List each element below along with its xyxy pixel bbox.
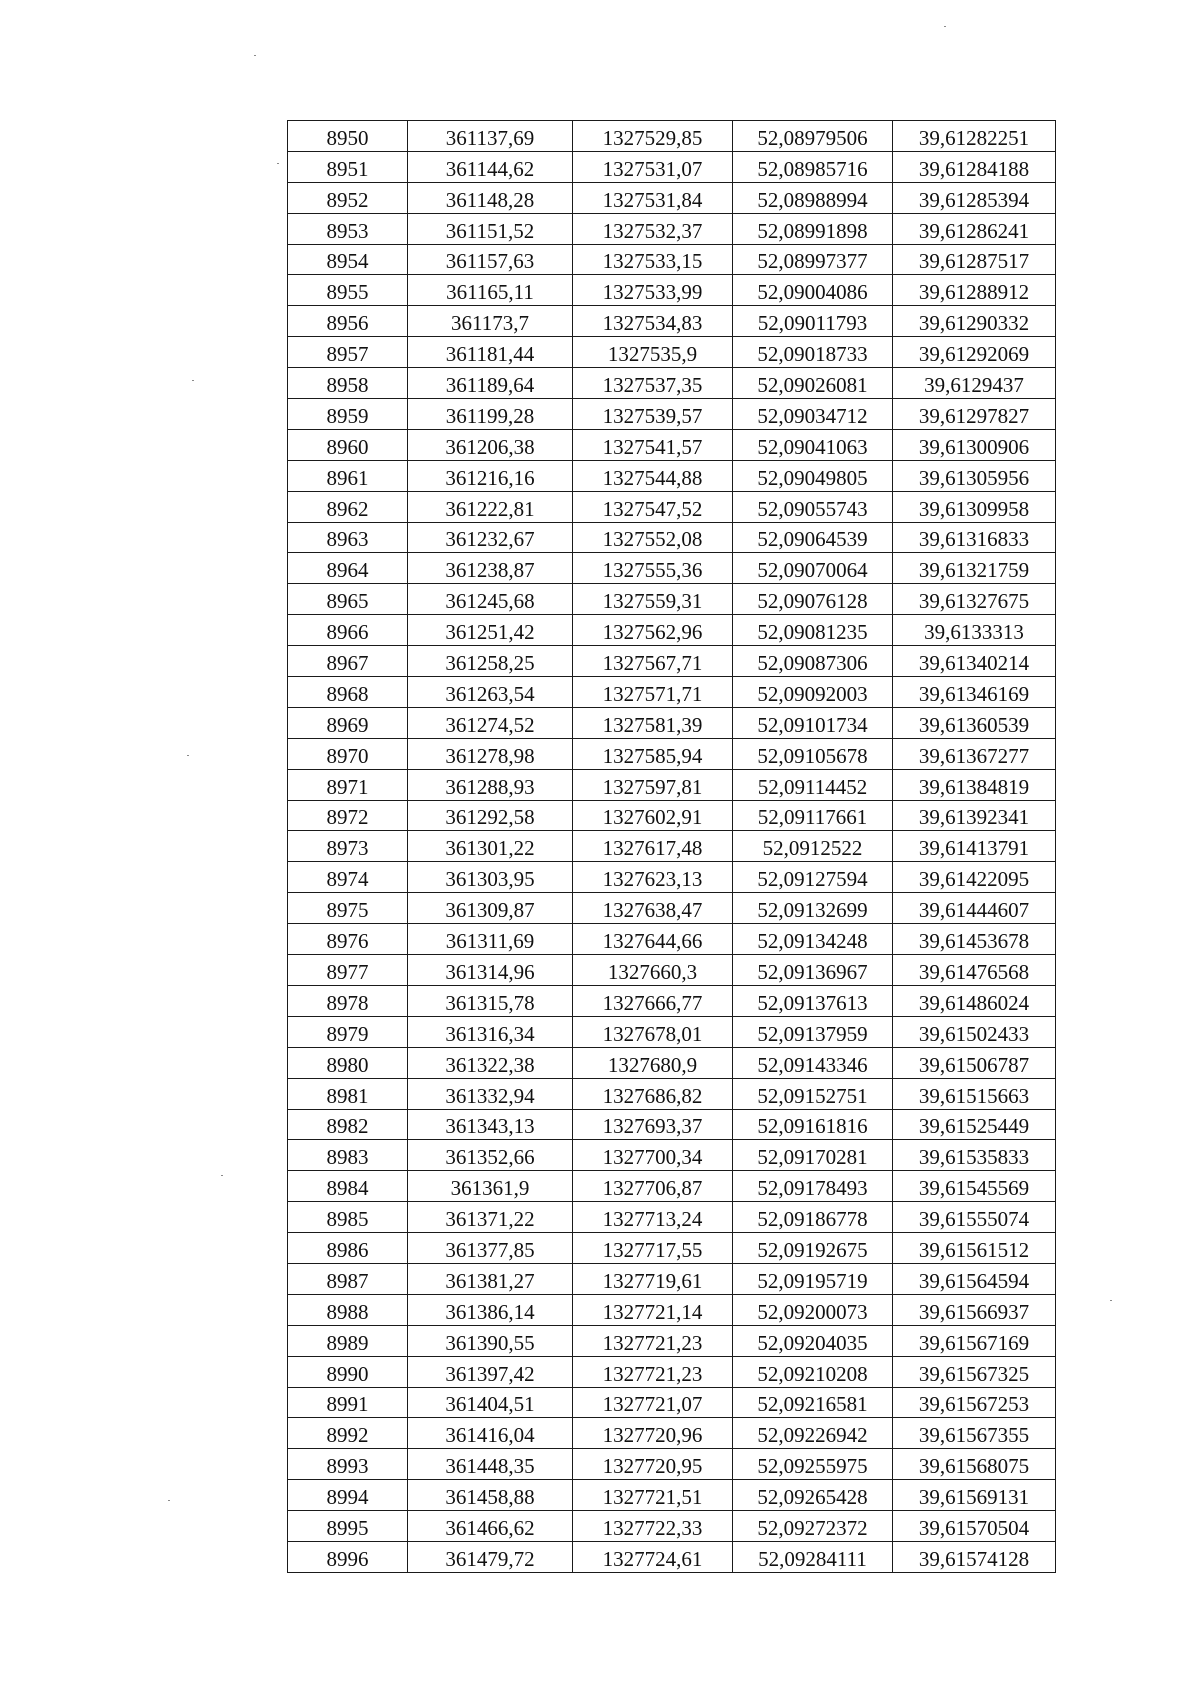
scan-speck bbox=[277, 163, 279, 164]
x-coordinate-cell: 361322,38 bbox=[408, 1047, 573, 1078]
x-coordinate-cell: 361137,69 bbox=[408, 121, 573, 152]
table-row bbox=[288, 182, 1056, 213]
point-number-cell: 8969 bbox=[288, 707, 408, 738]
latitude-cell: 52,09070064 bbox=[733, 553, 893, 584]
table-row bbox=[288, 738, 1056, 769]
longitude-cell: 39,61476568 bbox=[893, 955, 1056, 986]
longitude-cell: 39,61502433 bbox=[893, 1016, 1056, 1047]
scan-speck bbox=[944, 26, 946, 27]
y-coordinate-cell: 1327721,23 bbox=[573, 1356, 733, 1387]
point-number-cell: 8971 bbox=[288, 769, 408, 800]
table-row bbox=[288, 399, 1056, 430]
x-coordinate-cell: 361222,81 bbox=[408, 491, 573, 522]
longitude-cell: 39,61367277 bbox=[893, 738, 1056, 769]
latitude-cell: 52,09284111 bbox=[733, 1541, 893, 1572]
latitude-cell: 52,09134248 bbox=[733, 924, 893, 955]
latitude-cell: 52,09117661 bbox=[733, 800, 893, 831]
point-number-cell: 8976 bbox=[288, 924, 408, 955]
point-number-cell: 8965 bbox=[288, 584, 408, 615]
longitude-cell: 39,61300906 bbox=[893, 429, 1056, 460]
y-coordinate-cell: 1327559,31 bbox=[573, 584, 733, 615]
x-coordinate-cell: 361151,52 bbox=[408, 213, 573, 244]
x-coordinate-cell: 361144,62 bbox=[408, 151, 573, 182]
y-coordinate-cell: 1327700,34 bbox=[573, 1140, 733, 1171]
x-coordinate-cell: 361165,11 bbox=[408, 275, 573, 306]
table-row bbox=[288, 924, 1056, 955]
y-coordinate-cell: 1327581,39 bbox=[573, 707, 733, 738]
x-coordinate-cell: 361301,22 bbox=[408, 831, 573, 862]
longitude-cell: 39,61285394 bbox=[893, 182, 1056, 213]
table-row bbox=[288, 584, 1056, 615]
y-coordinate-cell: 1327597,81 bbox=[573, 769, 733, 800]
point-number-cell: 8993 bbox=[288, 1449, 408, 1480]
table-row bbox=[288, 1171, 1056, 1202]
latitude-cell: 52,09192675 bbox=[733, 1233, 893, 1264]
table-row bbox=[288, 429, 1056, 460]
point-number-cell: 8980 bbox=[288, 1047, 408, 1078]
longitude-cell: 39,61567355 bbox=[893, 1418, 1056, 1449]
longitude-cell: 39,61292069 bbox=[893, 337, 1056, 368]
point-number-cell: 8987 bbox=[288, 1263, 408, 1294]
point-number-cell: 8950 bbox=[288, 121, 408, 152]
x-coordinate-cell: 361216,16 bbox=[408, 460, 573, 491]
table-row bbox=[288, 1233, 1056, 1264]
x-coordinate-cell: 361332,94 bbox=[408, 1078, 573, 1109]
x-coordinate-cell: 361479,72 bbox=[408, 1541, 573, 1572]
x-coordinate-cell: 361315,78 bbox=[408, 985, 573, 1016]
table-row bbox=[288, 491, 1056, 522]
latitude-cell: 52,08991898 bbox=[733, 213, 893, 244]
table-row bbox=[288, 985, 1056, 1016]
longitude-cell: 39,61564594 bbox=[893, 1263, 1056, 1294]
x-coordinate-cell: 361458,88 bbox=[408, 1480, 573, 1511]
x-coordinate-cell: 361199,28 bbox=[408, 399, 573, 430]
latitude-cell: 52,09004086 bbox=[733, 275, 893, 306]
longitude-cell: 39,61327675 bbox=[893, 584, 1056, 615]
table-row bbox=[288, 522, 1056, 553]
latitude-cell: 52,09105678 bbox=[733, 738, 893, 769]
x-coordinate-cell: 361309,87 bbox=[408, 893, 573, 924]
scan-speck bbox=[221, 1175, 223, 1176]
longitude-cell: 39,61384819 bbox=[893, 769, 1056, 800]
table-row bbox=[288, 893, 1056, 924]
y-coordinate-cell: 1327535,9 bbox=[573, 337, 733, 368]
longitude-cell: 39,61287517 bbox=[893, 244, 1056, 275]
longitude-cell: 39,61444607 bbox=[893, 893, 1056, 924]
y-coordinate-cell: 1327638,47 bbox=[573, 893, 733, 924]
point-number-cell: 8964 bbox=[288, 553, 408, 584]
longitude-cell: 39,61535833 bbox=[893, 1140, 1056, 1171]
x-coordinate-cell: 361466,62 bbox=[408, 1511, 573, 1542]
y-coordinate-cell: 1327693,37 bbox=[573, 1109, 733, 1140]
y-coordinate-cell: 1327686,82 bbox=[573, 1078, 733, 1109]
y-coordinate-cell: 1327721,14 bbox=[573, 1294, 733, 1325]
table-row bbox=[288, 1418, 1056, 1449]
longitude-cell: 39,61567325 bbox=[893, 1356, 1056, 1387]
point-number-cell: 8963 bbox=[288, 522, 408, 553]
point-number-cell: 8962 bbox=[288, 491, 408, 522]
table-row bbox=[288, 553, 1056, 584]
longitude-cell: 39,61290332 bbox=[893, 306, 1056, 337]
table-row bbox=[288, 1325, 1056, 1356]
longitude-cell: 39,61570504 bbox=[893, 1511, 1056, 1542]
x-coordinate-cell: 361263,54 bbox=[408, 677, 573, 708]
latitude-cell: 52,09137613 bbox=[733, 985, 893, 1016]
table-row bbox=[288, 121, 1056, 152]
scan-speck bbox=[168, 1500, 170, 1501]
latitude-cell: 52,09114452 bbox=[733, 769, 893, 800]
y-coordinate-cell: 1327720,96 bbox=[573, 1418, 733, 1449]
x-coordinate-cell: 361397,42 bbox=[408, 1356, 573, 1387]
x-coordinate-cell: 361258,25 bbox=[408, 646, 573, 677]
x-coordinate-cell: 361157,63 bbox=[408, 244, 573, 275]
latitude-cell: 52,09170281 bbox=[733, 1140, 893, 1171]
point-number-cell: 8991 bbox=[288, 1387, 408, 1418]
longitude-cell: 39,61567169 bbox=[893, 1325, 1056, 1356]
x-coordinate-cell: 361390,55 bbox=[408, 1325, 573, 1356]
y-coordinate-cell: 1327719,61 bbox=[573, 1263, 733, 1294]
longitude-cell: 39,61506787 bbox=[893, 1047, 1056, 1078]
y-coordinate-cell: 1327555,36 bbox=[573, 553, 733, 584]
longitude-cell: 39,61561512 bbox=[893, 1233, 1056, 1264]
table-row bbox=[288, 646, 1056, 677]
longitude-cell: 39,61297827 bbox=[893, 399, 1056, 430]
y-coordinate-cell: 1327547,52 bbox=[573, 491, 733, 522]
longitude-cell: 39,61282251 bbox=[893, 121, 1056, 152]
latitude-cell: 52,09186778 bbox=[733, 1202, 893, 1233]
table-row bbox=[288, 151, 1056, 182]
table-row bbox=[288, 615, 1056, 646]
y-coordinate-cell: 1327720,95 bbox=[573, 1449, 733, 1480]
longitude-cell: 39,61555074 bbox=[893, 1202, 1056, 1233]
longitude-cell: 39,61525449 bbox=[893, 1109, 1056, 1140]
y-coordinate-cell: 1327541,57 bbox=[573, 429, 733, 460]
table-row bbox=[288, 1294, 1056, 1325]
point-number-cell: 8979 bbox=[288, 1016, 408, 1047]
point-number-cell: 8952 bbox=[288, 182, 408, 213]
y-coordinate-cell: 1327678,01 bbox=[573, 1016, 733, 1047]
table-row bbox=[288, 244, 1056, 275]
longitude-cell: 39,61286241 bbox=[893, 213, 1056, 244]
table-row bbox=[288, 707, 1056, 738]
longitude-cell: 39,61309958 bbox=[893, 491, 1056, 522]
point-number-cell: 8956 bbox=[288, 306, 408, 337]
table-row bbox=[288, 1202, 1056, 1233]
latitude-cell: 52,08997377 bbox=[733, 244, 893, 275]
latitude-cell: 52,09272372 bbox=[733, 1511, 893, 1542]
point-number-cell: 8983 bbox=[288, 1140, 408, 1171]
table-row bbox=[288, 1480, 1056, 1511]
y-coordinate-cell: 1327722,33 bbox=[573, 1511, 733, 1542]
point-number-cell: 8961 bbox=[288, 460, 408, 491]
table-row bbox=[288, 337, 1056, 368]
table-row bbox=[288, 769, 1056, 800]
latitude-cell: 52,09018733 bbox=[733, 337, 893, 368]
longitude-cell: 39,61321759 bbox=[893, 553, 1056, 584]
longitude-cell: 39,61316833 bbox=[893, 522, 1056, 553]
point-number-cell: 8957 bbox=[288, 337, 408, 368]
latitude-cell: 52,0912522 bbox=[733, 831, 893, 862]
y-coordinate-cell: 1327534,83 bbox=[573, 306, 733, 337]
y-coordinate-cell: 1327552,08 bbox=[573, 522, 733, 553]
longitude-cell: 39,61305956 bbox=[893, 460, 1056, 491]
latitude-cell: 52,08985716 bbox=[733, 151, 893, 182]
y-coordinate-cell: 1327533,99 bbox=[573, 275, 733, 306]
longitude-cell: 39,61288912 bbox=[893, 275, 1056, 306]
longitude-cell: 39,61284188 bbox=[893, 151, 1056, 182]
x-coordinate-cell: 361448,35 bbox=[408, 1449, 573, 1480]
point-number-cell: 8955 bbox=[288, 275, 408, 306]
point-number-cell: 8985 bbox=[288, 1202, 408, 1233]
longitude-cell: 39,61360539 bbox=[893, 707, 1056, 738]
latitude-cell: 52,09049805 bbox=[733, 460, 893, 491]
y-coordinate-cell: 1327567,71 bbox=[573, 646, 733, 677]
point-number-cell: 8978 bbox=[288, 985, 408, 1016]
x-coordinate-cell: 361278,98 bbox=[408, 738, 573, 769]
y-coordinate-cell: 1327660,3 bbox=[573, 955, 733, 986]
y-coordinate-cell: 1327666,77 bbox=[573, 985, 733, 1016]
table-row bbox=[288, 1356, 1056, 1387]
table-row bbox=[288, 306, 1056, 337]
latitude-cell: 52,09011793 bbox=[733, 306, 893, 337]
point-number-cell: 8973 bbox=[288, 831, 408, 862]
longitude-cell: 39,61392341 bbox=[893, 800, 1056, 831]
longitude-cell: 39,61545569 bbox=[893, 1171, 1056, 1202]
table-row bbox=[288, 275, 1056, 306]
latitude-cell: 52,09092003 bbox=[733, 677, 893, 708]
latitude-cell: 52,08979506 bbox=[733, 121, 893, 152]
y-coordinate-cell: 1327602,91 bbox=[573, 800, 733, 831]
latitude-cell: 52,09137959 bbox=[733, 1016, 893, 1047]
table-row bbox=[288, 1016, 1056, 1047]
point-number-cell: 8951 bbox=[288, 151, 408, 182]
latitude-cell: 52,09204035 bbox=[733, 1325, 893, 1356]
longitude-cell: 39,6133313 bbox=[893, 615, 1056, 646]
y-coordinate-cell: 1327721,07 bbox=[573, 1387, 733, 1418]
latitude-cell: 52,09041063 bbox=[733, 429, 893, 460]
point-number-cell: 8959 bbox=[288, 399, 408, 430]
y-coordinate-cell: 1327533,15 bbox=[573, 244, 733, 275]
latitude-cell: 52,09226942 bbox=[733, 1418, 893, 1449]
longitude-cell: 39,61422095 bbox=[893, 862, 1056, 893]
x-coordinate-cell: 361352,66 bbox=[408, 1140, 573, 1171]
latitude-cell: 52,09064539 bbox=[733, 522, 893, 553]
x-coordinate-cell: 361416,04 bbox=[408, 1418, 573, 1449]
latitude-cell: 52,09136967 bbox=[733, 955, 893, 986]
longitude-cell: 39,61566937 bbox=[893, 1294, 1056, 1325]
x-coordinate-cell: 361206,38 bbox=[408, 429, 573, 460]
y-coordinate-cell: 1327713,24 bbox=[573, 1202, 733, 1233]
table-row bbox=[288, 1078, 1056, 1109]
table-row bbox=[288, 677, 1056, 708]
point-number-cell: 8995 bbox=[288, 1511, 408, 1542]
x-coordinate-cell: 361386,14 bbox=[408, 1294, 573, 1325]
point-number-cell: 8990 bbox=[288, 1356, 408, 1387]
y-coordinate-cell: 1327537,35 bbox=[573, 368, 733, 399]
longitude-cell: 39,6129437 bbox=[893, 368, 1056, 399]
latitude-cell: 52,09143346 bbox=[733, 1047, 893, 1078]
latitude-cell: 52,09101734 bbox=[733, 707, 893, 738]
latitude-cell: 52,09055743 bbox=[733, 491, 893, 522]
x-coordinate-cell: 361311,69 bbox=[408, 924, 573, 955]
x-coordinate-cell: 361238,87 bbox=[408, 553, 573, 584]
x-coordinate-cell: 361404,51 bbox=[408, 1387, 573, 1418]
longitude-cell: 39,61569131 bbox=[893, 1480, 1056, 1511]
scan-speck bbox=[1110, 1300, 1112, 1301]
y-coordinate-cell: 1327721,51 bbox=[573, 1480, 733, 1511]
y-coordinate-cell: 1327623,13 bbox=[573, 862, 733, 893]
x-coordinate-cell: 361245,68 bbox=[408, 584, 573, 615]
point-number-cell: 8970 bbox=[288, 738, 408, 769]
scan-speck bbox=[254, 55, 256, 56]
latitude-cell: 52,09265428 bbox=[733, 1480, 893, 1511]
point-number-cell: 8977 bbox=[288, 955, 408, 986]
table-row bbox=[288, 1387, 1056, 1418]
latitude-cell: 52,08988994 bbox=[733, 182, 893, 213]
point-number-cell: 8972 bbox=[288, 800, 408, 831]
longitude-cell: 39,61574128 bbox=[893, 1541, 1056, 1572]
x-coordinate-cell: 361314,96 bbox=[408, 955, 573, 986]
table-row bbox=[288, 1449, 1056, 1480]
latitude-cell: 52,09255975 bbox=[733, 1449, 893, 1480]
x-coordinate-cell: 361292,58 bbox=[408, 800, 573, 831]
y-coordinate-cell: 1327644,66 bbox=[573, 924, 733, 955]
x-coordinate-cell: 361173,7 bbox=[408, 306, 573, 337]
y-coordinate-cell: 1327585,94 bbox=[573, 738, 733, 769]
latitude-cell: 52,09132699 bbox=[733, 893, 893, 924]
table-row bbox=[288, 1047, 1056, 1078]
point-number-cell: 8966 bbox=[288, 615, 408, 646]
x-coordinate-cell: 361361,9 bbox=[408, 1171, 573, 1202]
latitude-cell: 52,09127594 bbox=[733, 862, 893, 893]
point-number-cell: 8986 bbox=[288, 1233, 408, 1264]
table-row bbox=[288, 955, 1056, 986]
coordinate-table bbox=[287, 120, 1056, 1573]
latitude-cell: 52,09081235 bbox=[733, 615, 893, 646]
y-coordinate-cell: 1327562,96 bbox=[573, 615, 733, 646]
table-row bbox=[288, 800, 1056, 831]
x-coordinate-cell: 361251,42 bbox=[408, 615, 573, 646]
y-coordinate-cell: 1327531,84 bbox=[573, 182, 733, 213]
latitude-cell: 52,09210208 bbox=[733, 1356, 893, 1387]
point-number-cell: 8996 bbox=[288, 1541, 408, 1572]
scan-speck bbox=[192, 380, 194, 381]
latitude-cell: 52,09076128 bbox=[733, 584, 893, 615]
y-coordinate-cell: 1327539,57 bbox=[573, 399, 733, 430]
x-coordinate-cell: 361343,13 bbox=[408, 1109, 573, 1140]
point-number-cell: 8989 bbox=[288, 1325, 408, 1356]
x-coordinate-cell: 361303,95 bbox=[408, 862, 573, 893]
point-number-cell: 8958 bbox=[288, 368, 408, 399]
latitude-cell: 52,09034712 bbox=[733, 399, 893, 430]
table-row bbox=[288, 1511, 1056, 1542]
latitude-cell: 52,09026081 bbox=[733, 368, 893, 399]
longitude-cell: 39,61340214 bbox=[893, 646, 1056, 677]
point-number-cell: 8988 bbox=[288, 1294, 408, 1325]
latitude-cell: 52,09087306 bbox=[733, 646, 893, 677]
y-coordinate-cell: 1327717,55 bbox=[573, 1233, 733, 1264]
x-coordinate-cell: 361148,28 bbox=[408, 182, 573, 213]
point-number-cell: 8974 bbox=[288, 862, 408, 893]
y-coordinate-cell: 1327532,37 bbox=[573, 213, 733, 244]
point-number-cell: 8981 bbox=[288, 1078, 408, 1109]
y-coordinate-cell: 1327721,23 bbox=[573, 1325, 733, 1356]
y-coordinate-cell: 1327724,61 bbox=[573, 1541, 733, 1572]
point-number-cell: 8982 bbox=[288, 1109, 408, 1140]
y-coordinate-cell: 1327531,07 bbox=[573, 151, 733, 182]
x-coordinate-cell: 361381,27 bbox=[408, 1263, 573, 1294]
y-coordinate-cell: 1327617,48 bbox=[573, 831, 733, 862]
longitude-cell: 39,61346169 bbox=[893, 677, 1056, 708]
x-coordinate-cell: 361377,85 bbox=[408, 1233, 573, 1264]
scan-speck bbox=[187, 755, 189, 756]
point-number-cell: 8953 bbox=[288, 213, 408, 244]
y-coordinate-cell: 1327529,85 bbox=[573, 121, 733, 152]
point-number-cell: 8984 bbox=[288, 1171, 408, 1202]
coordinate-table-body bbox=[288, 121, 1056, 1573]
longitude-cell: 39,61453678 bbox=[893, 924, 1056, 955]
latitude-cell: 52,09200073 bbox=[733, 1294, 893, 1325]
longitude-cell: 39,61413791 bbox=[893, 831, 1056, 862]
longitude-cell: 39,61567253 bbox=[893, 1387, 1056, 1418]
table-row bbox=[288, 1140, 1056, 1171]
table-row bbox=[288, 368, 1056, 399]
table-row bbox=[288, 213, 1056, 244]
y-coordinate-cell: 1327706,87 bbox=[573, 1171, 733, 1202]
latitude-cell: 52,09161816 bbox=[733, 1109, 893, 1140]
latitude-cell: 52,09152751 bbox=[733, 1078, 893, 1109]
point-number-cell: 8992 bbox=[288, 1418, 408, 1449]
x-coordinate-cell: 361371,22 bbox=[408, 1202, 573, 1233]
table-row bbox=[288, 460, 1056, 491]
latitude-cell: 52,09216581 bbox=[733, 1387, 893, 1418]
table-row bbox=[288, 1263, 1056, 1294]
longitude-cell: 39,61568075 bbox=[893, 1449, 1056, 1480]
x-coordinate-cell: 361181,44 bbox=[408, 337, 573, 368]
latitude-cell: 52,09195719 bbox=[733, 1263, 893, 1294]
y-coordinate-cell: 1327544,88 bbox=[573, 460, 733, 491]
point-number-cell: 8994 bbox=[288, 1480, 408, 1511]
x-coordinate-cell: 361316,34 bbox=[408, 1016, 573, 1047]
table-row bbox=[288, 831, 1056, 862]
table-row bbox=[288, 862, 1056, 893]
y-coordinate-cell: 1327680,9 bbox=[573, 1047, 733, 1078]
longitude-cell: 39,61515663 bbox=[893, 1078, 1056, 1109]
table-row bbox=[288, 1109, 1056, 1140]
x-coordinate-cell: 361189,64 bbox=[408, 368, 573, 399]
latitude-cell: 52,09178493 bbox=[733, 1171, 893, 1202]
y-coordinate-cell: 1327571,71 bbox=[573, 677, 733, 708]
longitude-cell: 39,61486024 bbox=[893, 985, 1056, 1016]
x-coordinate-cell: 361232,67 bbox=[408, 522, 573, 553]
point-number-cell: 8954 bbox=[288, 244, 408, 275]
x-coordinate-cell: 361288,93 bbox=[408, 769, 573, 800]
point-number-cell: 8960 bbox=[288, 429, 408, 460]
point-number-cell: 8968 bbox=[288, 677, 408, 708]
x-coordinate-cell: 361274,52 bbox=[408, 707, 573, 738]
table-row bbox=[288, 1541, 1056, 1572]
point-number-cell: 8967 bbox=[288, 646, 408, 677]
point-number-cell: 8975 bbox=[288, 893, 408, 924]
